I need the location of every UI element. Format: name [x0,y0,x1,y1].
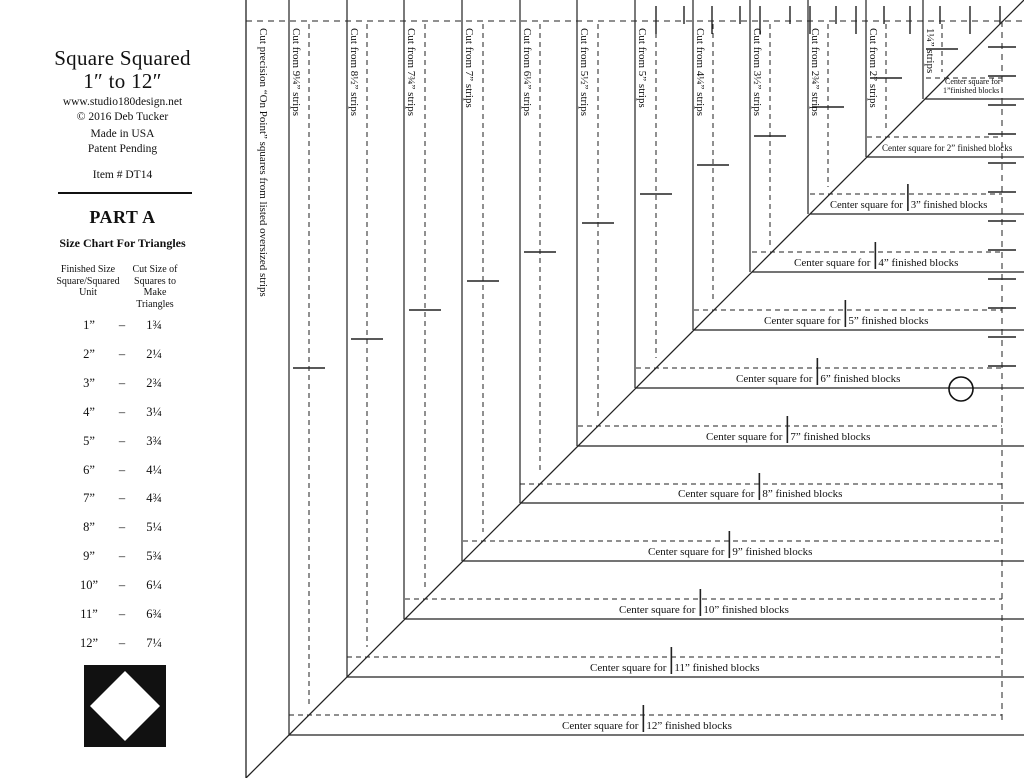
patent: Patent Pending [87,143,158,155]
strip-label: Cut from 5” strips [636,28,648,108]
item-number: Item # DT14 [92,169,153,181]
finished-size-header: Finished Size Square/Squared Unit [56,264,120,298]
cut-size-value: 3¾ [146,433,162,448]
finished-size-value: 9” [83,549,95,564]
strip-label: Cut from 8½” strips [348,28,360,116]
row-dash: – [118,462,126,477]
cut-size-value: 3¼ [146,404,162,419]
center-square-label: 6” finished blocks [820,373,901,385]
center-square-label: 12” finished blocks [646,720,732,732]
center-square-label: 9” finished blocks [732,546,813,558]
cut-size-value: 6¾ [146,607,162,621]
cut-size-header: Cut Size of Squares to Make Triangles [132,264,178,310]
copyright: © 2016 Deb Tucker [76,111,169,123]
product-subtitle: 1″ to 12″ [83,69,162,93]
row-dash: – [118,375,126,390]
center-square-label: Center square for [945,77,1001,86]
center-square-label: Center square for [794,257,871,269]
center-square-label: Center square for [830,200,903,211]
center-square-label: Center square for 2” finished blocks [882,143,1013,153]
cut-size-value: 2¾ [146,375,162,390]
center-square-label: 11” finished blocks [674,662,760,674]
cut-size-value: 1¾ [146,318,162,332]
row-dash: – [118,404,126,419]
center-square-label: Center square for [590,662,667,674]
circle-marker [949,377,973,401]
center-square-label: 10” finished blocks [703,604,789,616]
strip-label: Cut from 2” strips [867,28,879,108]
finished-size-value: 3” [83,375,95,390]
cut-size-value: 7¼ [146,635,162,650]
finished-size-value: 5” [83,433,95,448]
finished-size-value: 6” [83,462,95,477]
row-dash: – [118,433,126,448]
cut-size-value: 4¾ [146,491,162,506]
cut-size-value: 5¼ [146,520,162,535]
center-square-label: Center square for [736,373,813,385]
strip-label: Cut from 4¼” strips [694,28,706,116]
strip-label: Cut from 5½” strips [578,28,590,116]
strip-label: Cut from 7” strips [463,28,475,108]
strip-label: Cut from 6¼” strips [521,28,533,116]
cut-size-value: 6¼ [146,578,162,593]
row-dash: – [118,491,126,506]
chart-title: Size Chart For Triangles [59,236,186,250]
center-square-label: Center square for [619,604,696,616]
row-dash: – [118,346,126,361]
center-square-label: Center square for [562,720,639,732]
made-in: Made in USA [90,128,155,140]
finished-size-value: 1” [83,318,95,332]
row-dash: – [118,520,126,535]
strip-label: Cut from 9¼” strips [290,28,302,116]
center-square-label: 5” finished blocks [848,315,929,327]
finished-size-value: 8” [83,520,95,535]
center-square-label: Center square for [764,315,841,327]
cut-size-value: 5¾ [146,549,162,564]
row-dash: – [118,607,126,621]
finished-size-value: 12” [79,635,99,650]
cut-size-value: 2¼ [146,346,162,361]
strip-label: Cut from 2¾” strips [809,28,821,116]
finished-size-value: 2” [83,346,95,361]
precision-label: Cut precision “On Point” squares from listed oversized strips [257,28,269,297]
row-dash: – [118,318,126,332]
center-square-label: Center square for [648,546,725,558]
strip-label: 1¼” strips [924,28,936,74]
center-square-label: 4” finished blocks [878,257,959,269]
center-square-label: 8” finished blocks [762,488,843,500]
finished-size-value: 10” [79,578,99,593]
finished-size-value: 4” [83,404,95,419]
website: www.studio180design.net [62,96,183,108]
center-square-label: Center square for [706,431,783,443]
center-square-label: Center square for [678,488,755,500]
center-square-label: 7” finished blocks [790,431,871,443]
row-dash: – [118,549,126,564]
row-dash: – [118,635,126,650]
product-title: Square Squared [54,46,191,70]
strip-label: Cut from 3½” strips [751,28,763,116]
row-dash: – [118,578,126,593]
cut-size-value: 4¼ [146,462,162,477]
center-square-label: 3” finished blocks [910,200,988,211]
strip-label: Cut from 7¾” strips [405,28,417,116]
part-heading: PART A [89,207,156,227]
finished-size-value: 7” [83,491,95,506]
finished-size-value: 11” [80,607,98,621]
center-square-label: 1”finished blocks [943,86,1000,95]
